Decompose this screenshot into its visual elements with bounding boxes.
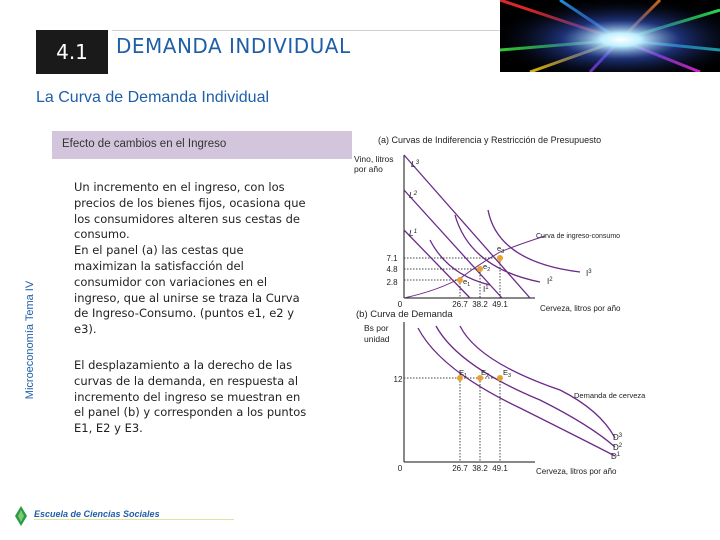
chart-b-ylabel: [364, 323, 391, 344]
label-l2: $L^2$: [409, 190, 418, 200]
paragraph-text: En el panel (a) las cestas que maximizan la satisfacción del consumidor con variaciones en el ingreso, que al unirse se traza la Curva de Ingreso-Consumo. (puntos e1, e2 y e3).: [74, 243, 300, 337]
point-e3: [497, 255, 503, 261]
label-i2: $I^2$: [547, 277, 553, 286]
paragraph-demand-shift: [74, 358, 308, 437]
x-tick-49-1: 49.1: [492, 300, 508, 309]
y-tick-12: 12: [393, 375, 403, 384]
label-l1: $L^1$: [409, 228, 418, 238]
demand-curve-d2: [436, 326, 615, 447]
section-number: 4.1: [36, 30, 108, 74]
chart-b-xlabel: Cerveza, litros por año: [536, 467, 617, 476]
budget-line-l1: [404, 230, 470, 298]
label-d1: $D^1$: [611, 452, 621, 461]
topic-band-label: Efecto de cambios en el Ingreso: [62, 138, 227, 150]
light-burst-image: [500, 0, 720, 72]
chart-a-ylabel-line2: por año: [354, 164, 383, 174]
label-E3: $E_3$: [503, 368, 512, 379]
label-E2: $E_2$: [481, 368, 490, 379]
subtitle: La Curva de Demanda Individual: [36, 89, 270, 106]
x-tick-0: 0: [397, 300, 403, 309]
header-rule: [112, 30, 502, 31]
side-label: Microeconomía Tema IV: [24, 280, 36, 400]
y-tick-7-1: 7.1: [386, 254, 398, 263]
paragraph-text: Un incremento en el ingreso, con los precios de los bienes fijos, ocasiona que los consumidores alteren sus cestas de consumo.: [74, 180, 306, 242]
label-d3: $D^3$: [613, 433, 623, 442]
income-consumption-charts: [330, 128, 720, 488]
label-i3: $I^3$: [586, 269, 592, 278]
label-i1: $I^1$: [483, 285, 489, 294]
paragraph-text: El desplazamiento a la derecho de las curvas de la demanda, en respuesta al incremento del ingreso se muestran en el panel (b) y corresponden a los puntos E1, E2 y E3.: [74, 358, 307, 436]
chart-b-ylabel-line2: unidad: [364, 334, 390, 344]
x-tick-b-38-2: 38.2: [472, 464, 488, 473]
school-name: Escuela de Ciencias Sociales: [34, 509, 160, 519]
x-tick-b-49-1: 49.1: [492, 464, 508, 473]
chart-a-title: (a) Curvas de Indiferencia y Restricción de Presupuesto: [378, 135, 602, 145]
footer-rule: [34, 519, 234, 520]
x-tick-b-0: 0: [397, 464, 403, 473]
chart-b-title: (b) Curva de Demanda: [356, 309, 453, 320]
x-tick-26-7: 26.7: [452, 300, 468, 309]
label-l3: $L^3$: [411, 159, 420, 169]
x-tick-b-26-7: 26.7: [452, 464, 468, 473]
y-tick-4-8: 4.8: [386, 265, 398, 274]
chart-a-xlabel: Cerveza, litros por año: [540, 304, 621, 313]
paragraph-income-change: [74, 180, 308, 338]
label-e2: $e_2$: [483, 262, 491, 273]
demand-annotation: Demanda de cerveza: [574, 391, 646, 400]
school-logo-icon: [10, 505, 32, 527]
chart-a-ylabel: [354, 154, 396, 174]
chart-b-ylabel-line1: Bs por: [364, 323, 389, 333]
label-E1: $E_1$: [459, 368, 468, 379]
y-tick-2-8: 2.8: [386, 278, 398, 287]
chart-a-ylabel-line1: Vino, litros: [354, 154, 394, 164]
header-decoration: [500, 0, 720, 72]
indifference-curve-i3: [488, 210, 580, 272]
page-title: DEMANDA INDIVIDUAL: [116, 34, 351, 58]
demand-curve-d3: [460, 326, 615, 438]
income-consumption-label: Curva de ingreso-consumo: [536, 233, 621, 240]
label-d2: $D^2$: [613, 443, 623, 452]
x-tick-38-2: 38.2: [472, 300, 488, 309]
label-e1: $e_1$: [463, 277, 471, 288]
label-e3: $e_3$: [497, 244, 505, 255]
